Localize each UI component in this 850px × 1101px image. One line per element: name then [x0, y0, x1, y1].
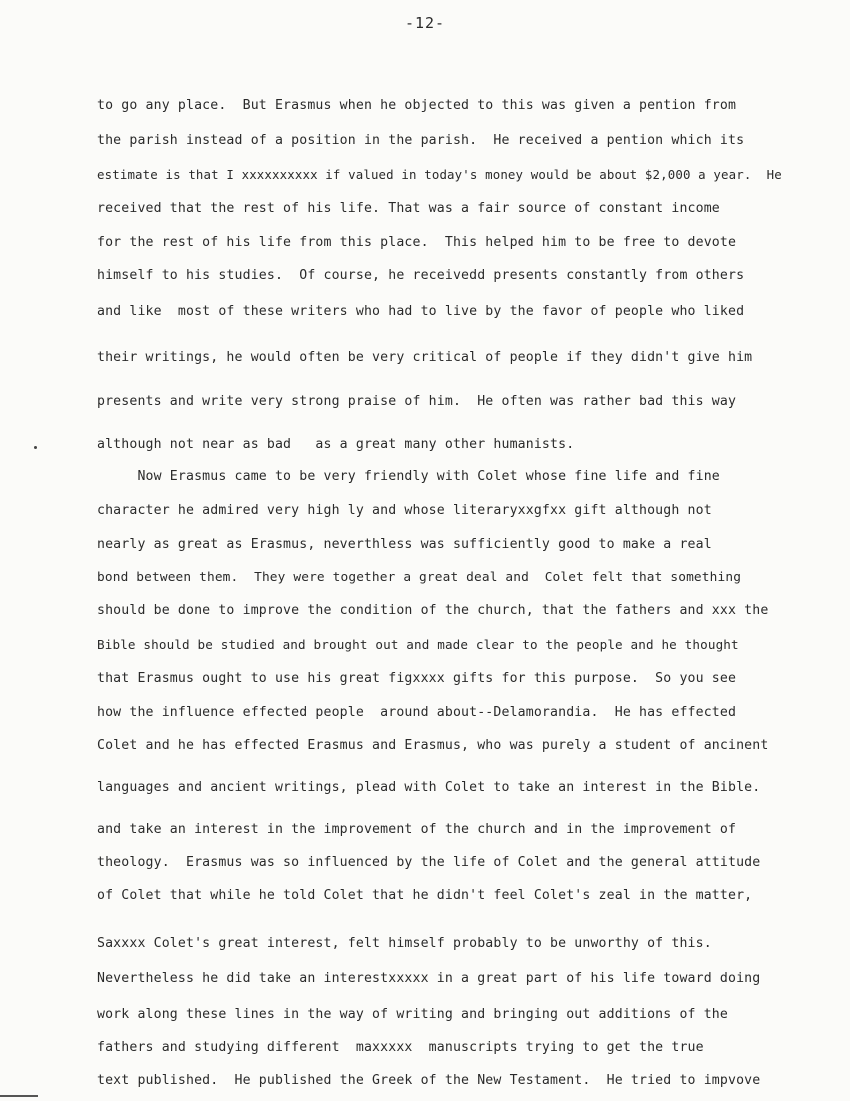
text-line: fathers and studying different maxxxxx manuscripts trying to get the true — [97, 1040, 704, 1055]
text-line: although not near as bad as a great many other humanists. — [97, 437, 575, 452]
text-line: that Erasmus ought to use his great figxxxx gifts for this purpose. So you see — [97, 671, 737, 686]
scan-edge-mark — [0, 1095, 38, 1097]
text-line: himself to his studies. Of course, he receivedd presents constantly from others — [97, 268, 745, 283]
text-line: to go any place. But Erasmus when he objected to this was given a pention from — [97, 98, 737, 113]
text-line: Saxxxx Colet's great interest, felt himself probably to be unworthy of this. — [97, 936, 712, 951]
text-line: Nevertheless he did take an interestxxxxx in a great part of his life toward doing — [97, 971, 761, 986]
text-line: work along these lines in the way of writing and bringing out additions of the — [97, 1007, 728, 1022]
text-line: of Colet that while he told Colet that he didn't feel Colet's zeal in the matter, — [97, 888, 753, 903]
text-line: languages and ancient writings, plead with Colet to take an interest in the Bible. — [97, 780, 761, 795]
text-line: received that the rest of his life. That was a fair source of constant income — [97, 201, 720, 216]
text-line: Colet and he has effected Erasmus and Erasmus, who was purely a student of ancinent — [97, 738, 769, 753]
text-line: for the rest of his life from this place. This helped him to be free to devote — [97, 235, 737, 250]
text-line: theology. Erasmus was so influenced by the life of Colet and the general attitude — [97, 855, 761, 870]
text-line: how the influence effected people around about--Delamorandia. He has effected — [97, 705, 737, 720]
text-line: text published. He published the Greek of the New Testament. He tried to impvove — [97, 1073, 761, 1088]
text-line: Bible should be studied and brought out and made clear to the people and he thought — [97, 637, 739, 652]
text-line: should be done to improve the condition of the church, that the fathers and xxx the — [97, 603, 769, 618]
text-line: and like most of these writers who had to live by the favor of people who liked — [97, 304, 745, 319]
text-line: nearly as great as Erasmus, neverthless was sufficiently good to make a real — [97, 537, 712, 552]
text-line: presents and write very strong praise of him. He often was rather bad this way — [97, 394, 737, 409]
text-line: bond between them. They were together a great deal and Colet felt that something — [97, 570, 742, 585]
text-line: the parish instead of a position in the parish. He received a pention which its — [97, 133, 745, 148]
text-line: and take an interest in the improvement of the church and in the improvement of — [97, 822, 737, 837]
text-line: estimate is that I xxxxxxxxxx if valued in today's money would be about $2,000 a year. He — [97, 167, 782, 182]
text-line: character he admired very high ly and whose literaryxxgfxx gift although not — [97, 503, 712, 518]
text-line: their writings, he would often be very critical of people if they didn't give him — [97, 350, 753, 365]
text-line: Now Erasmus came to be very friendly with Colet whose fine life and fine — [97, 469, 720, 484]
margin-dot — [34, 446, 37, 449]
page-number: -12- — [404, 14, 446, 32]
